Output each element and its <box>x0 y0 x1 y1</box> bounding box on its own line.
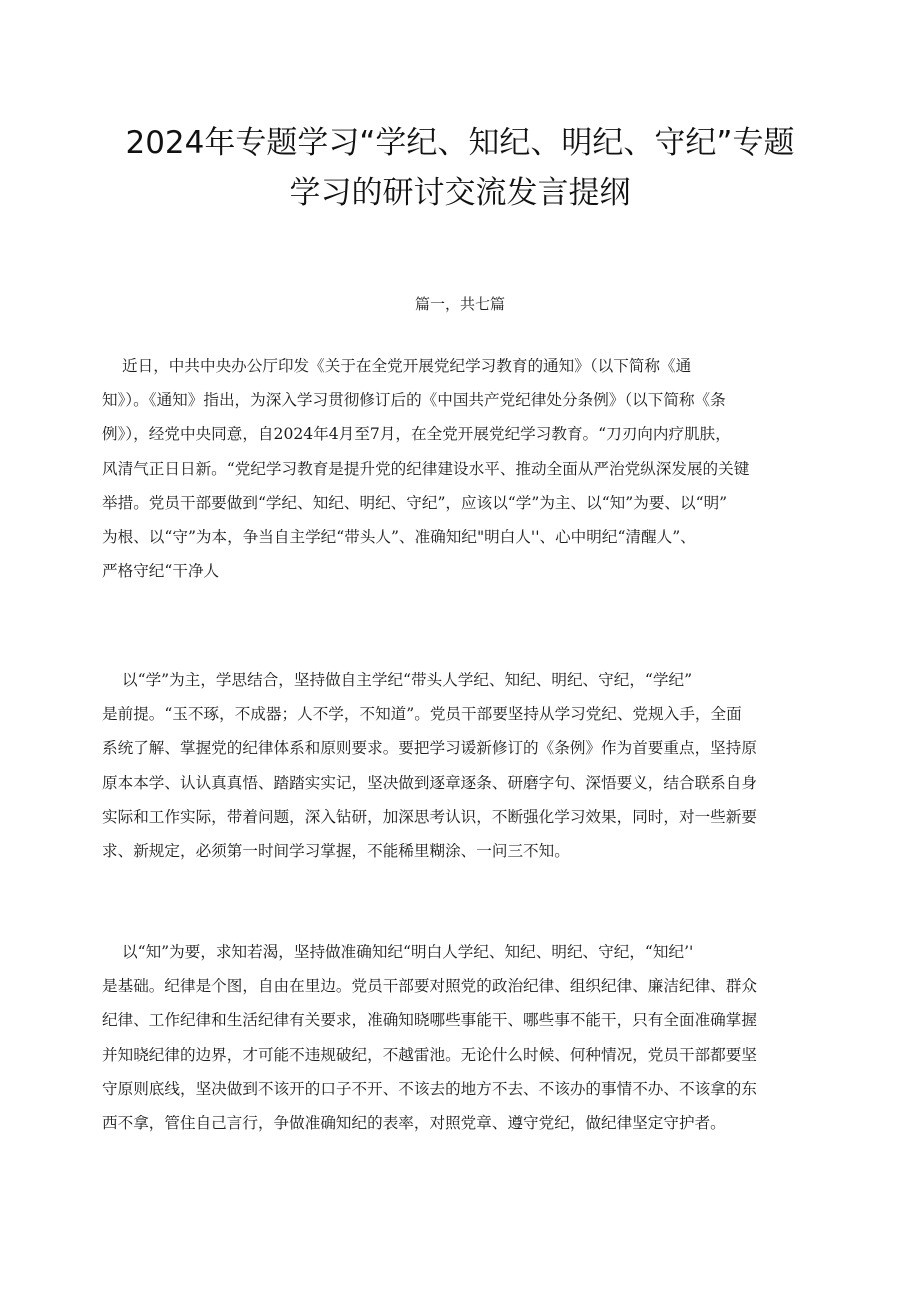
paragraph-line: 西不拿，管住自己言行，争做准确知纪的表率，对照党章、遵守党纪，做纪律坚定守护者。 <box>102 1113 726 1132</box>
paragraph-line: 严格守纪“干净人 <box>102 562 220 581</box>
paragraph-line: 例》），经党中央同意，自2024年4月至7月，在全党开展党纪学习教育。“刀刃向内疗肌肤， <box>102 425 731 444</box>
paragraph-line: 是前提。“玉不琢，不成器；人不学，不知道”。党员干部要坚持从学习党纪、党规入手，全面 <box>102 705 742 724</box>
paragraph-line: 是基础。纪律是个图，自由在里边。党员干部要对照党的政治纪律、组织纪律、廉洁纪律、群众 <box>102 977 757 996</box>
paragraph-line: 为根、以“守”为本，争当自主学纪“带头人”、准确知纪"明白人''、心中明纪“清醒人”、 <box>102 527 696 546</box>
document-title <box>90 118 830 218</box>
title-line-2: 学习的研讨交流发言提纲 <box>289 175 631 211</box>
paragraph-line: 举措。党员干部要做到“学纪、知纪、明纪、守纪”，应该以“学”为主、以“知”为要、以“明” <box>102 493 728 512</box>
paragraph-2 <box>102 663 862 868</box>
paragraph-line: 以“学”为主，学思结合，坚持做自主学纪“带头人学纪、知纪、明纪、守纪，“学纪” <box>122 671 693 689</box>
paragraph-line: 实际和工作实际，带着问题，深入钻研，加深思考认识，不断强化学习效果，同时，对一些新要 <box>102 807 757 826</box>
title-line-1: 2024年专题学习“学纪、知纪、明纪、守纪”专题 <box>125 125 795 161</box>
paragraph-line: 纪律、工作纪律和生活纪律有关要求，准确知晓哪些事能干、哪些事不能干，只有全面准确掌握 <box>102 1011 757 1030</box>
paragraph-line: 以“知”为要，求知若渴，坚持做准确知纪“明白人学纪、知纪、明纪、守纪，“知纪’' <box>122 943 694 961</box>
paragraph-1 <box>102 349 862 588</box>
paragraph-line: 知》）。《通知》指出，为深入学习贯彻修订后的《中国共产党纪律处分条例》（以下简称《条 <box>102 391 726 410</box>
paragraph-3 <box>102 935 862 1140</box>
paragraph-line: 守原则底线，坚决做到不该开的口子不开、不该去的地方不去、不该办的事情不办、不该拿的东 <box>102 1079 757 1098</box>
paragraph-line: 风清气正日日新。“党纪学习教育是提升党的纪律建设水平、推动全面从严治党纵深发展的关键 <box>102 459 750 478</box>
paragraph-line: 并知晓纪律的边界，才可能不违规破纪，不越雷池。无论什么时候、何种情况，党员干部都要坚 <box>102 1045 757 1064</box>
paragraph-line: 系统了解、掌握党的纪律体系和原则要求。要把学习谖新修订的《条例》作为首要重点，坚持原 <box>102 739 757 758</box>
paragraph-line: 原本本学、认认真真悟、踏踏实实记，坚决做到逐章逐条、研磨字句、深悟要义，结合联系自身 <box>102 773 757 792</box>
paragraph-line: 求、新规定，必须第一时间学习掌握，不能稀里糊涂、一问三不知。 <box>102 841 570 860</box>
paragraph-line: 近日，中共中央办公厅印发《关于在全党开展党纪学习教育的通知》（以下简称《通 <box>122 357 692 375</box>
section-subtitle: 篇一，共七篇 <box>414 295 505 313</box>
